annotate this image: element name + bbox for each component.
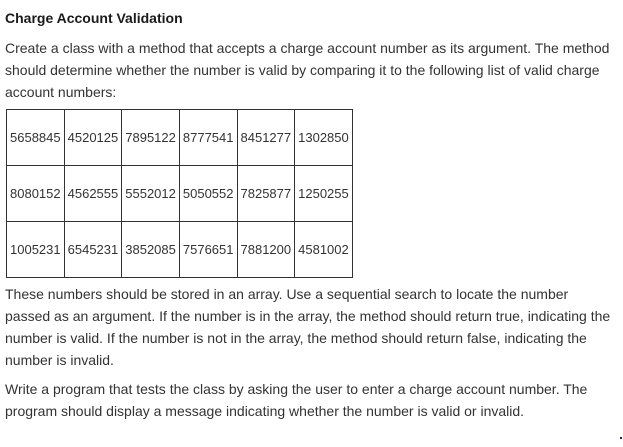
intro-paragraph: Create a class with a method that accepts a charge account number as its argument. The method should determine whether the number is valid by comparing it to the following list of valid charge account numbers: [5, 40, 610, 100]
table-cell: 1005231 [7, 222, 65, 278]
table-cell: 5552012 [122, 166, 180, 222]
table-row [7, 110, 353, 166]
table-cell: 5658845 [7, 110, 65, 166]
account-numbers-table [6, 109, 353, 278]
table-cell: 8080152 [7, 166, 65, 222]
table-cell: 4581002 [295, 222, 353, 278]
table-cell: 5050552 [179, 166, 237, 222]
table-cell: 7825877 [237, 166, 295, 222]
table-cell: 7576651 [179, 222, 237, 278]
table-cell: 7881200 [237, 222, 295, 278]
problem-content [5, 8, 617, 422]
table-cell: 4520125 [64, 110, 122, 166]
table-cell: 8451277 [237, 110, 295, 166]
table-cell: 7895122 [122, 110, 180, 166]
table-row [7, 222, 353, 278]
table-cell: 1250255 [295, 166, 353, 222]
problem-title: Charge Account Validation [5, 10, 183, 26]
table-cell: 4562555 [64, 166, 122, 222]
table-row [7, 166, 353, 222]
table-cell: 8777541 [179, 110, 237, 166]
table-cell: 1302850 [295, 110, 353, 166]
program-instructions-paragraph: Write a program that tests the class by asking the user to enter a charge account number. The program should display a message indicating whether the number is valid or invalid. [5, 381, 588, 419]
table-cell: 3852085 [122, 222, 180, 278]
array-instructions-paragraph: These numbers should be stored in an array. Use a sequential search to locate the number passed as an argument. If the number is in the array, the method should return true, indicating the number is valid. If the number is not in the array, the method should return false, indicating the number is invalid. [5, 286, 611, 368]
corner-dot [620, 437, 622, 439]
table-cell: 6545231 [64, 222, 122, 278]
